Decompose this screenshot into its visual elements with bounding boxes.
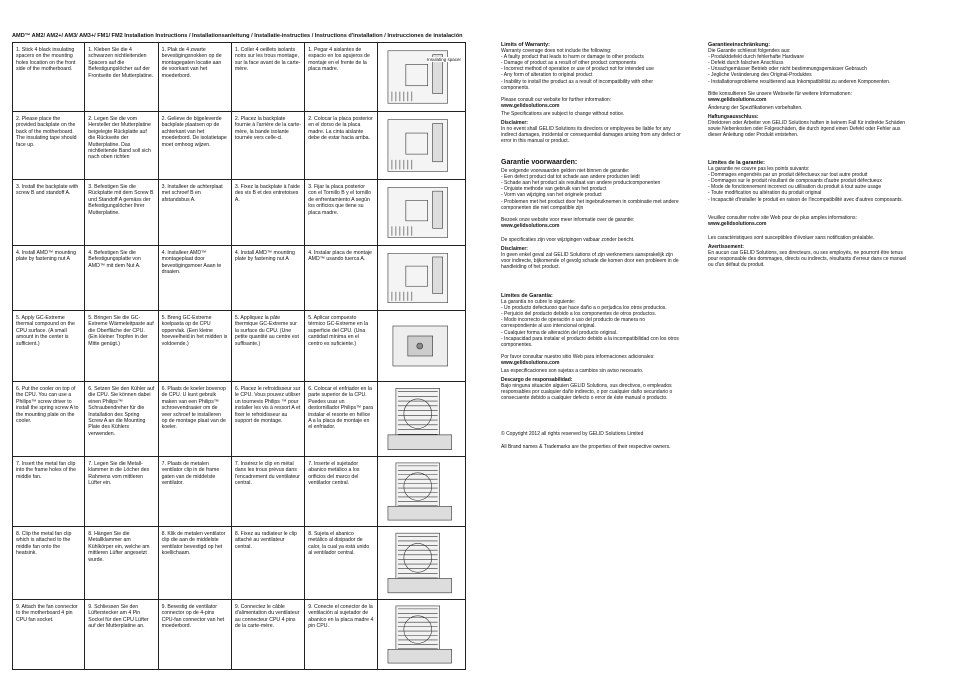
- copyright: © Copyright 2012 all rights reserved by GELID Solutions Limited: [501, 431, 644, 437]
- step-text-de: 2. Legen Sie die vom Hersteller der Mutterplatine beigelegte Rückplatte auf die Rückseite der Mutterplatine. Das nichtleitende Band soll sich nach oben richten: [85, 112, 158, 179]
- step-row: [12, 311, 466, 382]
- step-text-nl: 3. Installeer de achterplaat met schroef B en afstandsbus A.: [159, 180, 232, 245]
- step-text-nl: 5. Breng GC-Extreme koelpasta op de CPU oppervlak. (Een kleine hoeveelheid in het midden is voldoende.): [159, 311, 232, 381]
- warranty-list-item: - Onjuiste methode van gebruik van het product: [501, 186, 607, 193]
- warranty-de-url[interactable]: www.gelidsolutions.com: [708, 96, 767, 103]
- warranty-fr-disclaimer-title: Avertissement:: [708, 243, 744, 250]
- warranty-list-item: - Incapacidad para instalar el producto debido a la incompatibilidad con los otros componentes.: [501, 335, 679, 348]
- warranty-fr-title: Limites de la garantie:: [708, 160, 765, 166]
- step-text-de: 3. Befestigen Sie die Rückplatte mit dem Screw B und Standoff A gemäss der Befestigungslöcher Ihrer Mutterplatine.: [85, 180, 158, 245]
- warranty-es-url[interactable]: www.gelidsolutions.com: [501, 359, 560, 366]
- warranty-fr: [708, 160, 908, 268]
- step-text-nl: 4. Installeer AMD™ montageplaat door bevestigingsmoer Aaan te draaien.: [159, 246, 232, 310]
- warranty-en: [501, 42, 681, 144]
- step-row: [12, 43, 466, 112]
- warranty-en-title: Limits of Warranty:: [501, 42, 550, 48]
- warranty-de-title: Garantieeinschränkung:: [708, 42, 771, 48]
- step-illustration: [378, 600, 466, 669]
- step-illustration: [378, 246, 466, 310]
- warranty-fr-specs: Les caractéristiques sont susceptibles d'évoluer sans notification préalable.: [708, 234, 875, 241]
- warranty-de-disclaimer-title: Haftungsausschluss:: [708, 113, 759, 120]
- step-text-fr: 6. Placez le refroidisseur sur le CPU. Vous pouvez utiliser un tournevis Philips ™ pour installer les vis à ressort A et fixer le refroidisseur au support de montage.: [232, 382, 305, 456]
- step-illustration: [378, 311, 466, 381]
- warranty-list-item: - Installationsprobleme resultierend aus Inkompatibilität zu anderen Komponenten.: [708, 78, 891, 85]
- step-text-en: 5. Apply GC-Extreme thermal compound on the CPU surface. (A small amount in the center is sufficient.): [12, 311, 85, 381]
- warranty-de-consult: Bitte konsultieren Sie unsere Webseite für weitere Informationen:: [708, 90, 852, 97]
- warranty-fr-intro: La garantie ne couvre pas les points suivants:: [708, 166, 810, 173]
- warranty-list-item: - Produktdefekt durch fehlerhafte Hardware: [708, 54, 804, 61]
- step-text-fr: 1. Coller 4 oeillets isolants noirs sur les trous montage, sur la face avant de la carte-mère.: [232, 43, 305, 111]
- step-row: [12, 246, 466, 311]
- warranty-nl: [501, 160, 681, 270]
- warranty-de-intro: Die Garantie schliesst folgendes aus:: [708, 48, 791, 55]
- warranty-es-disclaimer-title: Descargo de responsabilidad:: [501, 377, 573, 384]
- step-illustration: [378, 43, 466, 111]
- warranty-nl-consult: Bezoek onze website voor meer informatie over de garantie:: [501, 216, 635, 223]
- step-text-de: 8. Hängen Sie die Metallklammer am Kühlkörper ein, welche am mittleren Lüfter angesetzt wurde.: [85, 527, 158, 599]
- illustration-shape: [433, 257, 443, 294]
- step-text-nl: 6. Plaats de koeler bovenop de CPU. U kunt gebruik maken van een Philips™ schroevendraaier om de veer schroef te installeren op de montage plaat van de koeler.: [159, 382, 232, 456]
- warranty-en-url[interactable]: www.gelidsolutions.com: [501, 102, 560, 109]
- warranty-fr-list: [708, 172, 908, 202]
- illustration-shape: [388, 506, 452, 520]
- illustration-shape: [433, 191, 443, 228]
- warranty-list-item: - Incapacité d'installer le produit en raison de l'incompatibilité avec d'autres composants.: [708, 196, 903, 203]
- step-text-es: 9. Conecte el conector de la ventilación al sujetador de abanico en la placa madre 4 pin CPU.: [305, 600, 378, 669]
- step-text-en: 2. Please place the provided backplate on the back of the motherboard. The insulating tape should face up.: [12, 112, 85, 179]
- step-text-es: 3. Fijar la placa posterior con el Tornillo B y el tornillo de enfrentamiento A según los orificios que tiene su placa madre.: [305, 180, 378, 245]
- step-text-nl: 8. Klik de metalen ventilator clip die aan de middelste ventilator bevestigd op het koellichaam.: [159, 527, 232, 599]
- warranty-list-item: - Dommages engendrés par un produit défectueux sur tout autre produit: [708, 172, 868, 179]
- step-text-nl: 1. Plak de 4 zwarte bevestigingsnokken op de montagegaten locatie aan de voorkant van het moederbord.: [159, 43, 232, 111]
- warranty-list-item: - Any form of alteration to original product: [501, 72, 593, 79]
- step-text-es: 2. Colocar la placa posterior en el dorso de la placa madre. La cinta aislante debe de estar hacia arriba.: [305, 112, 378, 179]
- step-text-nl: 2. Gelieve de bijgeleverde backplate plaatsen op de achterkant van het moederbord. De isolatietape moet omhoog wijzen.: [159, 112, 232, 179]
- warranty-list-item: - Un producto defectuoso que hace daño a o perjudica los otros productos.: [501, 305, 667, 312]
- warranty-es-list: [501, 305, 681, 348]
- warranty-fr-url[interactable]: www.gelidsolutions.com: [708, 220, 767, 227]
- warranty-list-item: - A faulty product that leads to harm or damage to other products: [501, 54, 644, 61]
- warranty-es-disclaimer: Bajo ninguna situación alguien GELID Solutions, sus directivos, o empleados responsables por cualquier daño indirecto, o por cualquier daño secundario o consecuente debido a cualquier defecto o error de éste manual o producto.: [501, 383, 673, 402]
- step-text-en: 9. Attach the fan connector to the motherboard 4 pin CPU fan socket.: [12, 600, 85, 669]
- step-row: [12, 527, 466, 600]
- step-illustration: [378, 180, 466, 245]
- illustration-label: Insulating spacer: [426, 57, 461, 62]
- step-text-en: 3. Install the backplate with screw B and standoff A.: [12, 180, 85, 245]
- step-row: [12, 382, 466, 457]
- step-text-fr: 2. Placez la backplate fournie à l'arrière de la carte-mère, la bande isolante tournée vers celle-ci.: [232, 112, 305, 179]
- warranty-en-disclaimer: In no event shall GELID Solutions its directors or employees be liable for any indirect damages, incidental or consequential damages arising from any defect or error in this manual or product.: [501, 126, 681, 145]
- warranty-en-disclaimer-title: Disclaimer:: [501, 120, 528, 127]
- illustration-shape: [388, 435, 452, 450]
- warranty-list-item: - Schade aan het product als resultaat van andere productcomponenten: [501, 180, 661, 187]
- illustration-graphic: [378, 180, 465, 245]
- illustration-shape: [388, 578, 452, 592]
- step-text-en: 8. Clip the metal fan clip which is attached to the middle fan onto the heatsink.: [12, 527, 85, 599]
- illustration-shape: [417, 343, 423, 349]
- warranty-de: [708, 42, 908, 138]
- step-illustration: [378, 112, 466, 179]
- trademarks: All Brand names & Trademarks are the properties of their respective owners.: [501, 444, 671, 450]
- step-illustration: [378, 527, 466, 599]
- warranty-fr-disclaimer: En aucun cas GELID Solutions, ses directeurs, ou ses employés, ne pourront être tenus pour responsable des dommages, directs ou indirects, résultants d'erreur dans ce manuel ou d'un défaut du produit.: [708, 250, 907, 269]
- warranty-list-item: - Cualquier forma de alteración del producto original.: [501, 329, 618, 336]
- step-text-es: 8. Sujeta el abanico metálico al disipador de calor, la cual ya está unido al ventilador central.: [305, 527, 378, 599]
- illustration-shape: [388, 649, 452, 663]
- warranty-es-intro: La garantía no cubre lo siguiente:: [501, 299, 576, 306]
- page-title: AMD™ AM2/ AM2+/ AM3/ AM3+/ FM1/ FM2 Installation Instructions / Installationsanleitung / Installatie-instructies / Instructions d'installation / Instrucciones de instalación: [12, 33, 463, 39]
- step-text-es: 5. Aplicar compuesto térmico GC-Extreme en la superficie del CPU. (Una cantidad mínima en el centro es suficiente.): [305, 311, 378, 381]
- warranty-en-intro: Warranty coverage does not include the following:: [501, 48, 612, 55]
- step-text-de: 6. Setzen Sie den Kühler auf die CPU. Sie können dabei einen Philips™ Schraubendreher für die Installation des Spring Screw A an die Mounting Plate des Kühlers verwenden.: [85, 382, 158, 456]
- warranty-es-title: Limites de Garantía:: [501, 293, 553, 299]
- step-text-es: 6. Colocar el enfriador en la parte superior de la CPU. Puedes usar un destornillador Philips™ para instalar el resorte en hélice A a la placa de montaje en el enfriador.: [305, 382, 378, 456]
- step-row: [12, 180, 466, 246]
- warranty-en-specs: The Specifications are subject to change without notice.: [501, 110, 625, 117]
- warranty-nl-intro: De volgende voorwaarden gelden niet binnen de garantie:: [501, 168, 630, 175]
- illustration-graphic: [378, 112, 465, 179]
- illustration-graphic: [378, 43, 465, 111]
- warranty-list-item: - Vorm van wijziging van het originele product: [501, 192, 602, 199]
- step-text-de: 7. Legen Sie die Metall-klammer in die Löcher des Rahmens vom mittleren Lüfter ein.: [85, 457, 158, 526]
- step-text-es: 7. Inserte el sujetador abanico metálico a los orificios del marco del ventilador central.: [305, 457, 378, 526]
- step-text-en: 1. Stick 4 black insulating spacers on the mounting holes location on the front side of the motherboard.: [12, 43, 85, 111]
- warranty-list-item: - Een defect product dat tot schade aan andere producten leidt: [501, 174, 640, 181]
- warranty-list-item: - Dommages sur le produit résultant de composants d'autre produit défectueux: [708, 178, 882, 185]
- warranty-list-item: - Unsachgemässer Betrieb oder nicht bestimmungsgemässer Gebrauch: [708, 66, 867, 73]
- step-text-en: 6. Put the cooler on top of the CPU. You can use a Philips™ screw driver to install the spring screw A to the mounting plate on the cooler.: [12, 382, 85, 456]
- warranty-nl-list: [501, 174, 681, 211]
- warranty-de-disclaimer: Direktoren oder Arbeiter von GELID Solutions haften in keinem Fall für indirekte Schäden sowie Nebenkosten oder Folgeschäden, die durch irgend einen Defekt oder Fehler aus dieser Anleitung oder Produkt entstehen.: [708, 120, 906, 139]
- warranty-list-item: - Jegliche Veränderung des Original-Produktes: [708, 72, 812, 79]
- step-text-es: 1. Pegar 4 aislantes de espacio en los agujeros de montaje en el frente de la placa madre.: [305, 43, 378, 111]
- warranty-nl-disclaimer: In geen enkel geval zal GELID Solutions of zijn werknemers aansprakelijk zijn voor indirecte, bijkomende of gevolg schade die komen door een probleem in de handleiding of het product.: [501, 252, 679, 271]
- step-illustration: [378, 457, 466, 526]
- warranty-de-list: [708, 54, 908, 84]
- step-text-fr: 3. Fixez la backplate à l'aide des vis B et des entretoises A.: [232, 180, 305, 245]
- step-row: [12, 457, 466, 527]
- warranty-nl-specs: De specificaties zijn voor wijzigingen vatbaar zonder bericht.: [501, 236, 635, 243]
- warranty-list-item: - Damage of product as a result of other product components: [501, 60, 637, 67]
- step-text-nl: 7. Plaats de metalen ventilator clip in de frame gaten van de middelste ventilator.: [159, 457, 232, 526]
- warranty-list-item: - Defekt durch falschen Anschluss: [708, 60, 784, 67]
- step-text-fr: 8. Fixez au radiateur le clip attaché au ventilateur central.: [232, 527, 305, 599]
- warranty-list-item: - Modo incorrecto de operación o uso del producto de manera no correspondiente al uso intencional original.: [501, 317, 645, 330]
- step-text-de: 9. Schliessen Sie den Lüfterstecker am 4 Pin Sockel für den CPU Lüfter auf der Mutterplatine an.: [85, 600, 158, 669]
- step-text-en: 4. Install AMD™ mounting plate by fastening nut A: [12, 246, 85, 310]
- warranty-list-item: - Inability to install the product as a result of incompatibility with other components.: [501, 78, 654, 91]
- illustration-graphic: [378, 311, 465, 381]
- step-row: [12, 600, 466, 670]
- warranty-list-item: - Incorrect method of operation or use of product not for intended use: [501, 66, 654, 73]
- illustration-graphic: [378, 527, 465, 599]
- warranty-fr-consult: Veuillez consulter notre site Web pour de plus amples informations:: [708, 214, 857, 221]
- warranty-en-list: [501, 54, 681, 91]
- illustration-graphic: [378, 246, 465, 310]
- step-text-de: 5. Bringen Sie die GC-Extreme Wärmeleitpaste auf die Oberfläche der CPU. (Ein kleiner Tropfen in der Mitte genügt.): [85, 311, 158, 381]
- step-text-nl: 9. Bevestig de ventilator connector op de 4-pins CPU-fan connector van het moederbord.: [159, 600, 232, 669]
- step-text-fr: 4. Install AMD™ mounting plate by fastening nut A: [232, 246, 305, 310]
- illustration-graphic: [378, 382, 465, 456]
- illustration-graphic: [378, 457, 465, 526]
- step-text-fr: 7. Insérez le clip en métal dans les trous prévus dans l'encadrement du ventilateur central.: [232, 457, 305, 526]
- warranty-es-specs: Las especificaciones son sujetas a cambios sin aviso necesario.: [501, 368, 644, 375]
- warranty-nl-disclaimer-title: Disclaimer:: [501, 246, 528, 253]
- illustration-shape: [433, 123, 443, 161]
- warranty-es-consult: Por favor consultar nuestro sitio Web para informaciones adicionales:: [501, 353, 655, 360]
- warranty-es: [501, 293, 681, 402]
- warranty-nl-title: Garantie voorwaarden:: [501, 159, 578, 166]
- step-text-fr: 9. Connectez le câble d'alimentation du ventilateur au connecteur CPU 4 pins de la carte-mère.: [232, 600, 305, 669]
- step-text-es: 4. Instalar placa de montaje AMD™ usando tuerca A.: [305, 246, 378, 310]
- warranty-nl-url[interactable]: www.gelidsolutions.com: [501, 222, 560, 229]
- step-illustration: [378, 382, 466, 456]
- warranty-list-item: - Toute modification ou altération du produit original: [708, 190, 822, 197]
- illustration-graphic: [378, 600, 465, 669]
- step-text-de: 4. Befestigen Sie die Befestigungsplatte von AMD™ mit dem Nut A.: [85, 246, 158, 310]
- warranty-de-specs: Änderung der Spezifikationen vorbehalten.: [708, 104, 803, 111]
- step-text-de: 1. Kleben Sie die 4 schwarzen nichtleitenden Spacers auf die Befestigungslöcher auf der Frontseite der Mutterplatine.: [85, 43, 158, 111]
- instruction-table: [12, 42, 466, 670]
- warranty-list-item: - Problemen met het product door het ingebruiknemen in combinatie met andere componenten die niet compatible zijn: [501, 198, 679, 211]
- step-text-en: 7. Insert the metal fan clip into the frame holes of the middle fan.: [12, 457, 85, 526]
- step-text-fr: 5. Appliquez la pâte thermique GC-Extreme sur la surface du CPU. (Une petite quantité au centre est suffisante.): [232, 311, 305, 381]
- step-row: [12, 112, 466, 180]
- warranty-list-item: - Mode de fonctionnement incorrect ou utilisation du produit à tout autre usage: [708, 184, 882, 191]
- warranty-en-consult: Please consult our website for further information:: [501, 96, 612, 103]
- warranty-list-item: - Perjuicio del producto debido a los componentes de otros productos.: [501, 311, 657, 318]
